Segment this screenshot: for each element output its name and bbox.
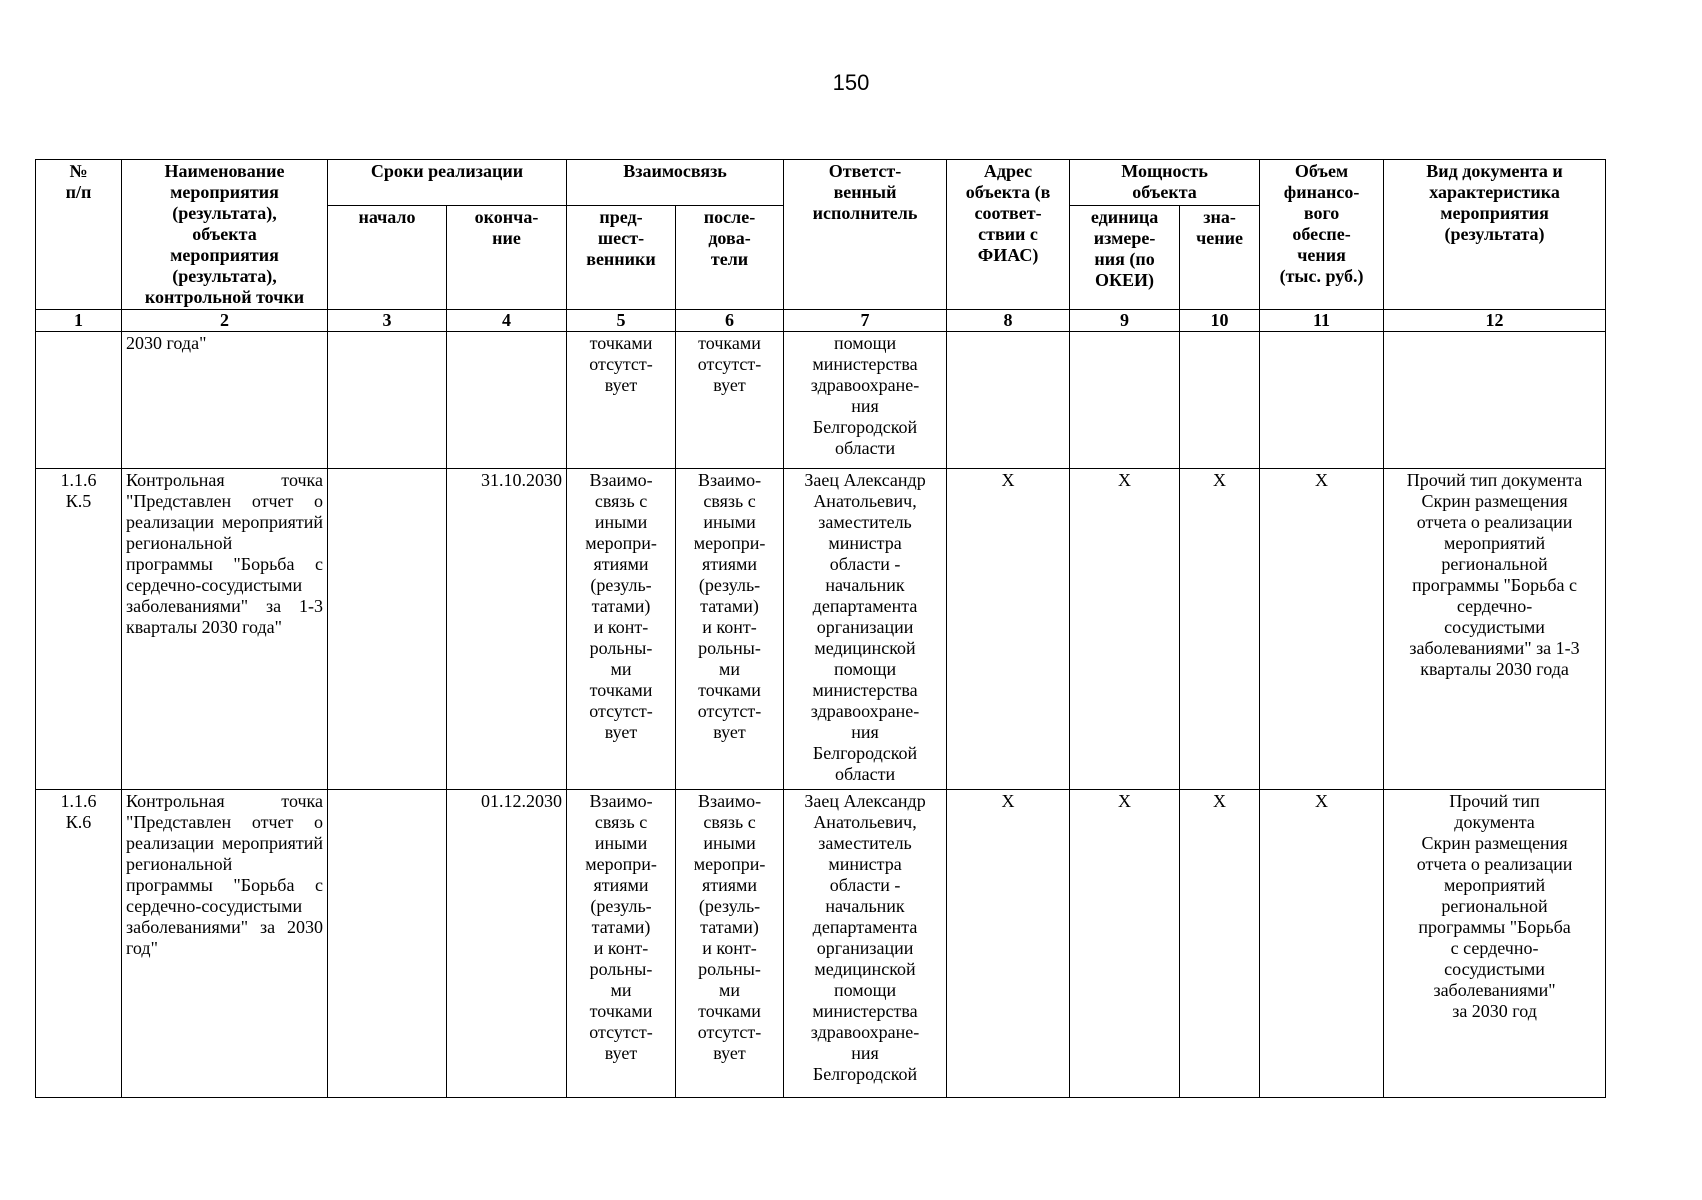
cell-name: Контрольная точка "Представлен отчет о реализации мероприятий региональной программы "Борьба с сердечно-сосудистыми заболеваниями" за 1-3 кварталы 2030 года"	[122, 469, 328, 790]
cell-funding	[1260, 332, 1384, 469]
table-row	[36, 790, 1606, 1098]
column-number-row	[36, 310, 1606, 332]
cell-successors: Взаимо- связь с иными меропри- ятиями (резуль- татами) и конт- рольны- ми точками отсутст- вует	[676, 790, 784, 1098]
column-number: 7	[784, 310, 947, 332]
table-row	[36, 469, 1606, 790]
cell-doc: Прочий тип документа Скрин размещения отчета о реализации мероприятий региональной программы "Борьба с сердечно- сосудистыми заболеваниями" за 2030 год	[1384, 790, 1606, 1098]
header-successors: после- дова- тели	[676, 206, 784, 310]
table-row-continuation	[36, 332, 1606, 469]
column-number: 10	[1180, 310, 1260, 332]
cell-executor: помощи министерства здравоохране- ния Белгородской области	[784, 332, 947, 469]
header-address: Адрес объекта (в соответ- ствии с ФИАС)	[947, 160, 1070, 310]
cell-address	[947, 332, 1070, 469]
cell-predecessors: Взаимо- связь с иными меропри- ятиями (резуль- татами) и конт- рольны- ми точками отсутст- вует	[567, 469, 676, 790]
header-capacity: Мощность объекта	[1070, 160, 1260, 206]
column-number: 6	[676, 310, 784, 332]
cell-end: 31.10.2030	[447, 469, 567, 790]
cell-start	[328, 332, 447, 469]
cell-unit: X	[1070, 790, 1180, 1098]
cell-doc	[1384, 332, 1606, 469]
cell-predecessors: точками отсутст- вует	[567, 332, 676, 469]
cell-executor: Заец Александр Анатольевич, заместитель министра области - начальник департамента организации медицинской помощи министерства здравоохране- ния Белгородской	[784, 790, 947, 1098]
cell-value: X	[1180, 469, 1260, 790]
cell-value	[1180, 332, 1260, 469]
cell-executor: Заец Александр Анатольевич, заместитель министра области - начальник департамента организации медицинской помощи министерства здравоохране- ния Белгородской области	[784, 469, 947, 790]
column-number: 3	[328, 310, 447, 332]
cell-funding: X	[1260, 790, 1384, 1098]
cell-unit	[1070, 332, 1180, 469]
cell-end: 01.12.2030	[447, 790, 567, 1098]
cell-end	[447, 332, 567, 469]
column-number: 2	[122, 310, 328, 332]
plan-table	[35, 159, 1606, 1098]
cell-address: X	[947, 469, 1070, 790]
cell-start	[328, 469, 447, 790]
cell-funding: X	[1260, 469, 1384, 790]
cell-num	[36, 332, 122, 469]
column-number: 12	[1384, 310, 1606, 332]
column-number: 1	[36, 310, 122, 332]
header-num: № п/п	[36, 160, 122, 310]
header-value: зна- чение	[1180, 206, 1260, 310]
header-funding: Объем финансо- вого обеспе- чения (тыс. руб.)	[1260, 160, 1384, 310]
header-predecessors: пред- шест- венники	[567, 206, 676, 310]
header-doc: Вид документа и характеристика мероприятия (результата)	[1384, 160, 1606, 310]
cell-successors: Взаимо- связь с иными меропри- ятиями (резуль- татами) и конт- рольны- ми точками отсутст- вует	[676, 469, 784, 790]
cell-doc: Прочий тип документа Скрин размещения отчета о реализации мероприятий региональной программы "Борьба с сердечно- сосудистыми заболеваниями" за 1-3 кварталы 2030 года	[1384, 469, 1606, 790]
cell-name: 2030 года"	[122, 332, 328, 469]
column-number: 4	[447, 310, 567, 332]
header-executor: Ответст- венный исполнитель	[784, 160, 947, 310]
column-number: 8	[947, 310, 1070, 332]
cell-num: 1.1.6 К.6	[36, 790, 122, 1098]
cell-successors: точками отсутст- вует	[676, 332, 784, 469]
cell-address: X	[947, 790, 1070, 1098]
header-unit: единица измере- ния (по ОКЕИ)	[1070, 206, 1180, 310]
header-relation: Взаимосвязь	[567, 160, 784, 206]
cell-value: X	[1180, 790, 1260, 1098]
header-row-1	[36, 160, 1606, 206]
cell-start	[328, 790, 447, 1098]
column-number: 9	[1070, 310, 1180, 332]
cell-num: 1.1.6 К.5	[36, 469, 122, 790]
page-number: 150	[832, 70, 870, 95]
cell-unit: X	[1070, 469, 1180, 790]
header-start: начало	[328, 206, 447, 310]
cell-name: Контрольная точка "Представлен отчет о реализации мероприятий региональной программы "Борьба с сердечно-сосудистыми заболеваниями" за 2030 год"	[122, 790, 328, 1098]
header-end: оконча- ние	[447, 206, 567, 310]
cell-predecessors: Взаимо- связь с иными меропри- ятиями (резуль- татами) и конт- рольны- ми точками отсутст- вует	[567, 790, 676, 1098]
column-number: 11	[1260, 310, 1384, 332]
header-terms: Сроки реализации	[328, 160, 567, 206]
column-number: 5	[567, 310, 676, 332]
header-name: Наименование мероприятия (результата), объекта мероприятия (результата), контрольной точки	[122, 160, 328, 310]
